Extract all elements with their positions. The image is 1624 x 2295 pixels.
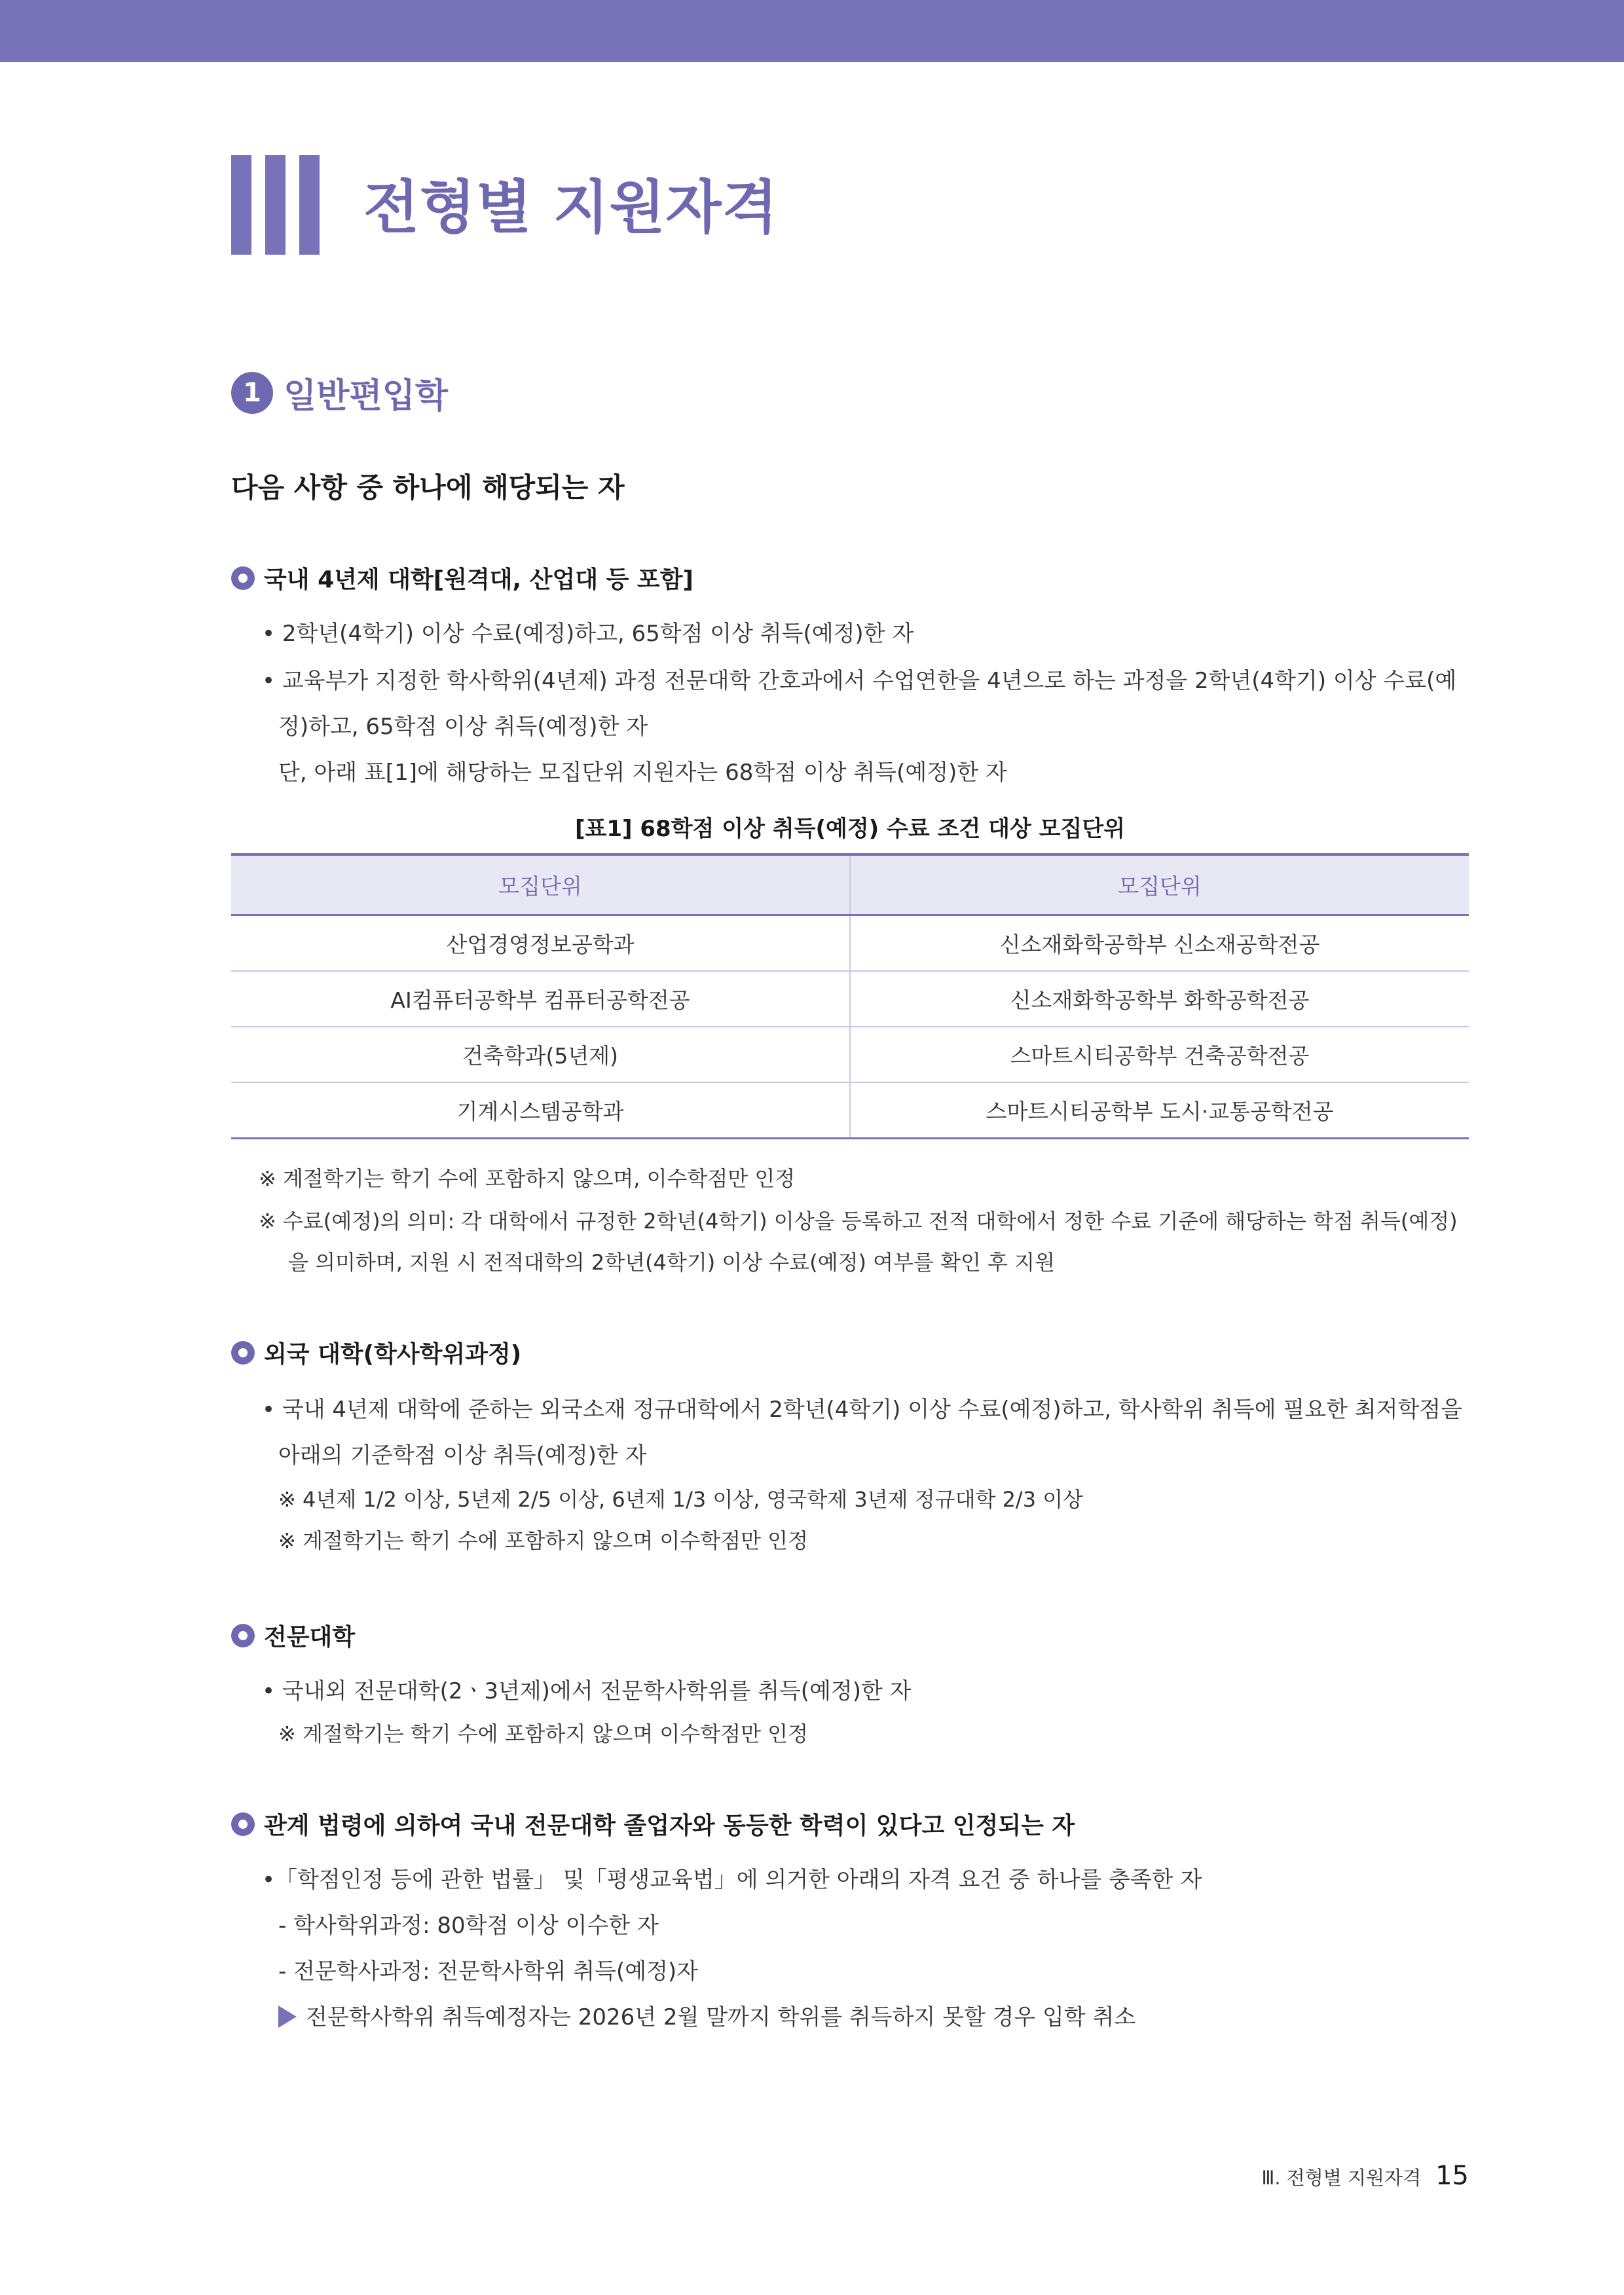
chapter-numeral-marker <box>231 155 323 255</box>
chapter-title: 전형별 지원자격 <box>363 174 779 241</box>
table-cell: 신소재화학공학부 신소재공학전공 <box>850 915 1469 972</box>
list-item-continuation: 정)하고, 65학점 이상 취득(예정)한 자 <box>278 714 648 740</box>
warning-line <box>278 1999 1135 2031</box>
section-number-badge: 1 <box>231 372 273 414</box>
subheading-text: 국내 4년제 대학[원격대, 산업대 등 포함] <box>264 566 693 593</box>
note: ※ 계절학기는 학기 수에 포함하지 않으며 이수학점만 인정 <box>278 1721 808 1746</box>
table-cell: 신소재화학공학부 화학공학전공 <box>850 971 1469 1027</box>
table-cell: 스마트시티공학부 건축공학전공 <box>850 1027 1469 1082</box>
circle-bullet-icon <box>231 1812 255 1836</box>
numeral-bar <box>231 155 251 255</box>
table-row <box>231 971 1469 1027</box>
subheading-equivalent-qualification <box>231 1807 1075 1841</box>
note-continuation: 을 의미하며, 지원 시 전적대학의 2학년(4학기) 이상 수료(예정) 여부를 확인 후 지원 <box>288 1250 1055 1275</box>
subheading-text: 외국 대학(학사학위과정) <box>264 1341 522 1368</box>
table-row <box>231 915 1469 972</box>
list-item: • 국내외 전문대학(2ㆍ3년제)에서 전문학사학위를 취득(예정)한 자 <box>262 1678 912 1704</box>
note: ※ 계절학기는 학기 수에 포함하지 않으며, 이수학점만 인정 <box>259 1166 796 1191</box>
subheading-foreign-university <box>231 1336 521 1369</box>
subheading-junior-college <box>231 1619 355 1652</box>
note: ※ 4년제 1/2 이상, 5년제 2/5 이상, 6년제 1/3 이상, 영국학제 3년제 정규대학 2/3 이상 <box>278 1487 1084 1512</box>
table-cell: 건축학과(5년제) <box>231 1027 850 1082</box>
table-row <box>231 1027 1469 1082</box>
numeral-bar <box>265 155 286 255</box>
footer-chapter-label: Ⅲ. 전형별 지원자격 <box>1261 2167 1422 2189</box>
list-item: • 2학년(4학기) 이상 수료(예정)하고, 65학점 이상 취득(예정)한 자 <box>262 621 914 647</box>
list-item-continuation: 아래의 기준학점 이상 취득(예정)한 자 <box>278 1442 647 1469</box>
subheading-text: 전문대학 <box>264 1624 356 1651</box>
recruitment-units-table <box>231 853 1469 1139</box>
circle-bullet-icon <box>231 1341 255 1365</box>
table-caption: [표1] 68학점 이상 취득(예정) 수료 조건 대상 모집단위 <box>574 816 1126 842</box>
subheading-domestic-university <box>231 561 693 595</box>
circle-bullet-icon <box>231 566 255 590</box>
table-cell: 기계시스템공학과 <box>231 1082 850 1139</box>
condition-line: 단, 아래 표[1]에 해당하는 모집단위 지원자는 68학점 이상 취득(예정)한 자 <box>278 760 1007 786</box>
page-footer <box>1261 2161 1469 2191</box>
circle-bullet-icon <box>231 1624 255 1647</box>
table-cell: AI컴퓨터공학부 컴퓨터공학전공 <box>231 971 850 1027</box>
table-header: 모집단위 <box>231 854 850 915</box>
section-title: 일반편입학 <box>284 376 449 416</box>
table-cell: 산업경영정보공학과 <box>231 915 850 972</box>
sub-list-item: - 학사학위과정: 80학점 이상 이수한 자 <box>278 1913 659 1939</box>
list-item: • 교육부가 지정한 학사학위(4년제) 과정 전문대학 간호과에서 수업연한을 4년으로 하는 과정을 2학년(4학기) 이상 수료(예 <box>262 668 1457 694</box>
table-row <box>231 1082 1469 1139</box>
top-color-bar <box>0 0 1624 62</box>
table-cell: 스마트시티공학부 도시·교통공학전공 <box>850 1082 1469 1139</box>
list-item: •「학점인정 등에 관한 법률」 및「평생교육법」에 의거한 아래의 자격 요건 중 하나를 충족한 자 <box>262 1867 1202 1893</box>
triangle-arrow-icon <box>278 2006 297 2028</box>
page-number: 15 <box>1435 2161 1469 2191</box>
list-item: • 국내 4년제 대학에 준하는 외국소재 정규대학에서 2학년(4학기) 이상 수료(예정)하고, 학사학위 취득에 필요한 최저학점을 <box>262 1397 1462 1423</box>
sub-list-item: - 전문학사과정: 전문학사학위 취득(예정)자 <box>278 1958 699 1985</box>
numeral-bar <box>299 155 320 255</box>
warning-text: 전문학사학위 취득예정자는 2026년 2월 말까지 학위를 취득하지 못할 경우 입학 취소 <box>306 2004 1136 2030</box>
intro-heading: 다음 사항 중 하나에 해당되는 자 <box>231 471 625 504</box>
subheading-text: 관계 법령에 의하여 국내 전문대학 졸업자와 동등한 학력이 있다고 인정되는 자 <box>264 1812 1075 1839</box>
note: ※ 수료(예정)의 의미: 각 대학에서 규정한 2학년(4학기) 이상을 등록하고 전적 대학에서 정한 수료 기준에 해당하는 학점 취득(예정) <box>259 1209 1458 1234</box>
table-header: 모집단위 <box>850 854 1469 915</box>
note: ※ 계절학기는 학기 수에 포함하지 않으며 이수학점만 인정 <box>278 1528 808 1553</box>
